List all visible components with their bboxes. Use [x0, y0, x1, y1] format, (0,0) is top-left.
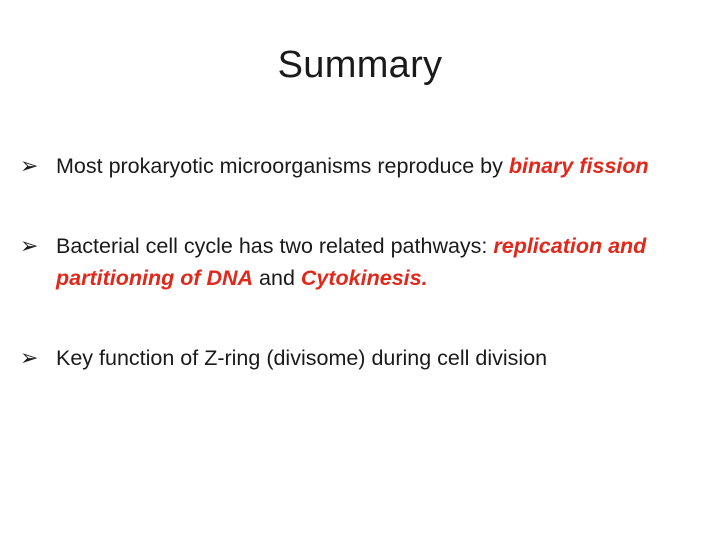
arrow-bullet-icon: ➢ — [20, 153, 39, 178]
bullet-text: Key function of Z-ring (divisome) during cell division — [56, 346, 548, 370]
bullet-text: Bacterial cell cycle has two related pathways: — [56, 234, 494, 258]
bullet-highlight: Cytokinesis. — [300, 266, 428, 290]
arrow-bullet-icon: ➢ — [20, 233, 39, 258]
slide-title: Summary — [277, 44, 443, 86]
bullet-list — [20, 150, 710, 374]
bullet-text: Most prokaryotic microorganisms reproduce by — [56, 154, 509, 178]
bullet-text: and — [253, 266, 301, 290]
bullet-item — [20, 150, 710, 182]
bullet-highlight: replication and partitioning of DNA — [56, 234, 647, 290]
bullet-item — [20, 342, 710, 374]
arrow-bullet-icon: ➢ — [20, 345, 39, 370]
bullet-highlight: binary fission — [508, 154, 649, 178]
bullet-item — [20, 230, 710, 294]
